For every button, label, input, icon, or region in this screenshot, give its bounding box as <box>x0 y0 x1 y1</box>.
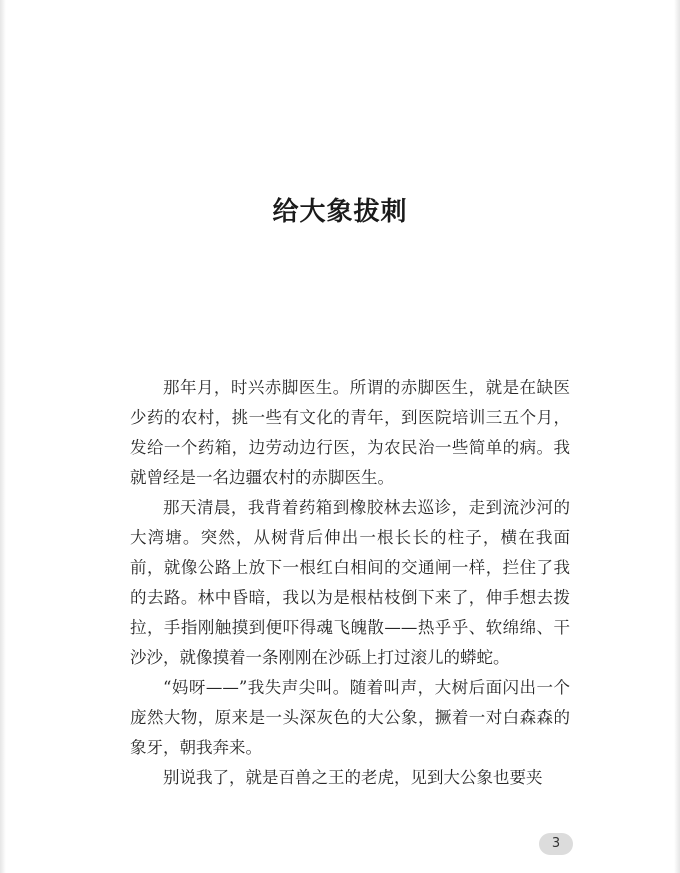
page-left-edge <box>0 0 6 873</box>
body-text <box>130 373 570 793</box>
paragraph-1: 那年月，时兴赤脚医生。所谓的赤脚医生，就是在缺医少药的农村，挑一些有文化的青年，到医院培训三五个月，发给一个药箱，边劳动边行医，为农民治一些简单的病。我就曾经是一名边疆农村的赤脚医生。 <box>130 378 570 487</box>
paragraph-2: 那天清晨，我背着药箱到橡胶林去巡诊，走到流沙河的大湾塘。突然，从树背后伸出一根长长的柱子，横在我面前，就像公路上放下一根红白相间的交通闸一样，拦住了我的去路。林中昏暗，我以为是根枯枝倒下来了，伸手想去拨拉，手指刚触摸到便吓得魂飞魄散——热乎乎、软绵绵、干沙沙，就像摸着一条刚刚在沙砾上打过滚儿的蟒蛇。 <box>130 498 570 667</box>
page-right-edge <box>674 0 680 873</box>
page-number-badge: 3 <box>539 833 573 855</box>
paragraph-4: 别说我了，就是百兽之王的老虎，见到大公象也要夹 <box>163 768 543 787</box>
chapter-title: 给大象拔刺 <box>272 197 408 227</box>
paragraph-3: “妈呀——”我失声尖叫。随着叫声，大树后面闪出一个庞然大物，原来是一头深灰色的大公象，撅着一对白森森的象牙，朝我奔来。 <box>130 678 570 757</box>
